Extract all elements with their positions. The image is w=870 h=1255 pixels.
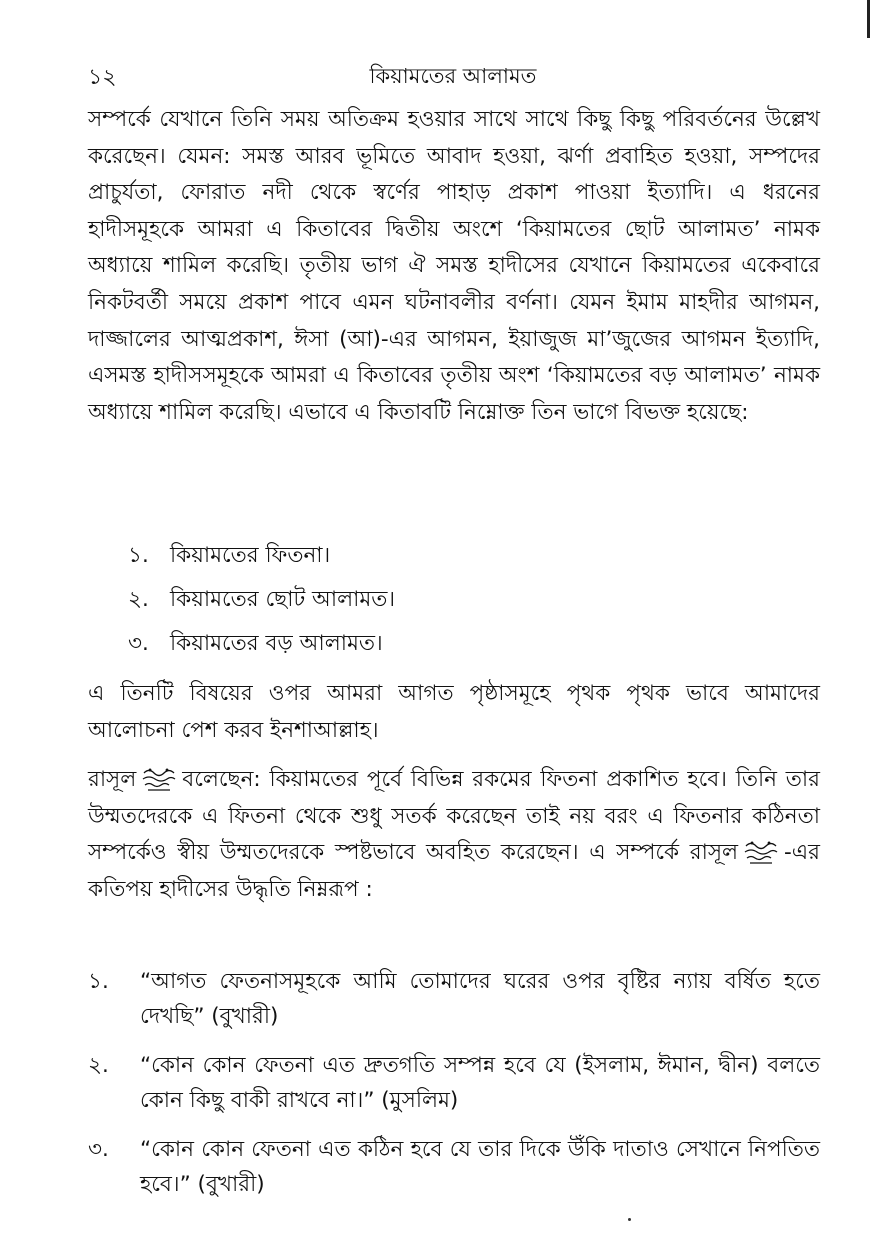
book-sections-list [128,534,395,666]
list-item-number: ৩. [88,1137,109,1162]
list-item [88,964,820,1034]
list-item-text: “কোন কোন ফেতনা এত দ্রুতগতি সম্পন্ন হবে যে (ইসলাম, ঈমান, দ্বীন) বলতে কোন কিছু বাকী রাখবে না।” (মুসলিম) [140,1053,820,1113]
paragraph-discussion: এ তিনটি বিষয়ের ওপর আমরা আগত পৃষ্ঠাসমূহে পৃথক পৃথক ভাবে আমাদের আলোচনা পেশ করব ইনশাআল্লাহ। [88,681,820,743]
list-item [128,622,395,666]
list-item-number: ১. [88,969,109,994]
running-title: কিয়ামতের আলামত [369,64,537,88]
list-item-text: কিয়ামতের ছোট আলামত। [170,587,396,612]
list-item [128,534,395,578]
hadith-list [88,964,820,1216]
paragraph-hadith-intro [88,762,820,908]
list-item-text: “আগত ফেতনাসমূহকে আমি তোমাদের ঘরের ওপর বৃষ্টির ন্যায় বর্ষিত হতে দেখছি” (বুখারী) [140,969,820,1029]
page-header [88,60,818,90]
list-item-number: ২. [128,587,149,612]
list-item-text: কিয়ামতের ফিতনা। [170,543,331,568]
list-item-number: ৩. [128,631,149,656]
paragraph-text: বলেছেন: কিয়ামতের পূর্বে বিভিন্ন রকমের ফিতনা প্রকাশিত হবে। তিনি তার উম্মতদেরকে এ ফিতনা থেকে শুধু সতর্ক করেছেন তাই নয় বরং এ ফিতনার কঠিনতা সম্পর্কেও স্বীয় উম্মতদেরকে স্পষ্টভাবে অবহিত করেছেন। এ সম্পর্কে রাসূল [88,767,820,866]
paragraph-intro: সম্পর্কে যেখানে তিনি সময় অতিক্রম হওয়ার সাথে সাথে কিছু কিছু পরিবর্তনের উল্লেখ করেছেন। যেমন: সমস্ত আরব ভূমিতে আবাদ হওয়া, ঝর্ণা প্রবাহিত হওয়া, সম্পদের প্রাচুর্যতা, ফোরাত নদী থেকে স্বর্ণের পাহাড় প্রকাশ পাওয়া ইত্যাদি। এ ধরনের হাদীসমূহকে আমরা এ কিতাবের দ্বিতীয় অংশে ‘কিয়ামতের ছোট আলামত’ নামক অধ্যায়ে শামিল করেছি। তৃতীয় ভাগ ঐ সমস্ত হাদীসের যেখানে কিয়ামতের একেবারে নিকটবর্তী সময়ে প্রকাশ পাবে এমন ঘটনাবলীর বর্ণনা। যেমন ইমাম মাহদীর আগমন, দাজ্জালের আত্মপ্রকাশ, ঈসা (আ)-এর আগমন, ইয়াজুজ মা’জুজের আগমন ইত্যাদি, এসমস্ত হাদীসসমূহকে আমরা এ কিতাবের তৃতীয় অংশ ‘কিয়ামতের বড় আলামত’ নামক অধ্যায়ে শামিল করেছি। এভাবে এ কিতাবটি নিম্নোক্ত তিন ভাগে বিভক্ত হয়েছে: [88,107,820,425]
list-item-text: “কোন কোন ফেতনা এত কঠিন হবে যে তার দিকে উঁকি দাতাও সেখানে নিপতিত হবে।” (বুখারী) [140,1137,820,1197]
paragraph-text: -এর কতিপয় হাদীসের উদ্ধৃতি নিম্নরূপ : [88,840,820,902]
paragraph-text: রাসূল [88,767,137,792]
page-number: ১২ [88,65,117,90]
list-item [88,1132,820,1202]
salawat-calligraphy-icon [742,840,780,866]
scan-speck [628,1218,631,1221]
list-item-number: ২. [88,1053,109,1078]
list-item [88,1048,820,1118]
list-item [128,578,395,622]
salawat-calligraphy-icon [140,767,178,793]
list-item-number: ১. [128,543,149,568]
list-item-text: কিয়ামতের বড় আলামত। [170,631,383,656]
